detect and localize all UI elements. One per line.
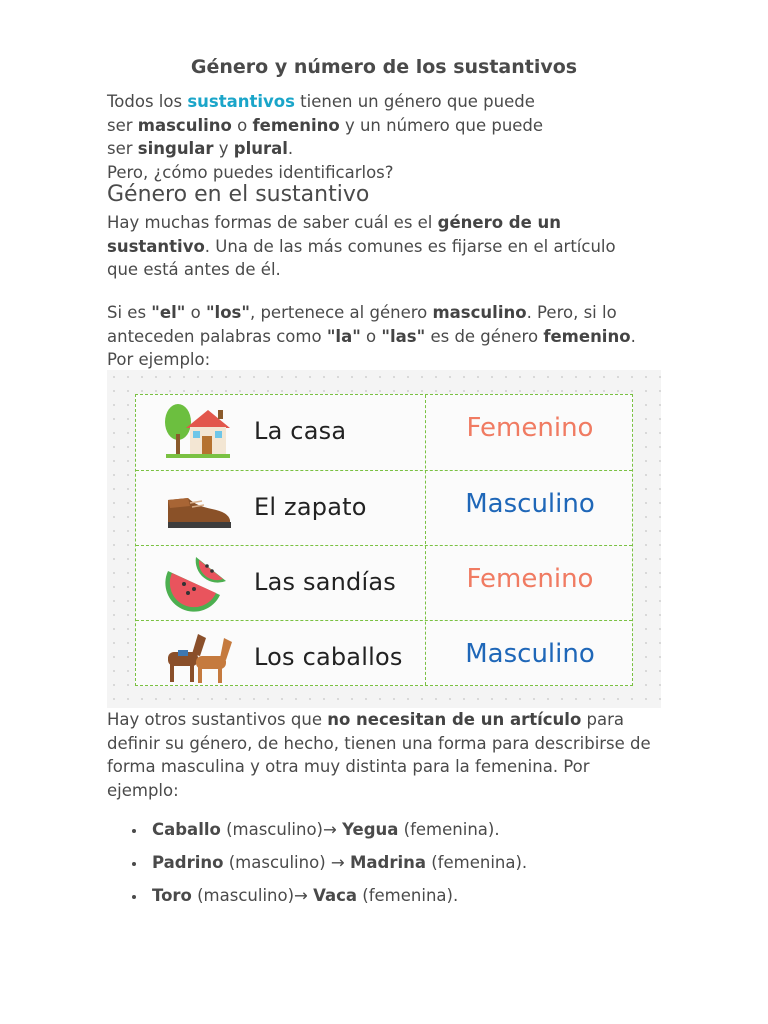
bold-term: "los" [205,303,250,322]
noun-label: El zapato [254,493,367,521]
bold-term: "la" [326,326,361,346]
masculine-tag: (masculino) → [223,853,350,872]
table-row [136,620,632,694]
bold-term: género de un sustantivo [107,213,562,256]
list-item [107,882,527,915]
feminine-tag: (femenina). [426,853,528,872]
after-text: Hay otros sustantivos que [107,710,328,729]
section-paragraph-1 [107,211,627,282]
examples-list [107,816,527,915]
gender-label: Femenino [466,564,594,594]
intro-paragraph [107,90,667,184]
section-text: Hay muchas formas de saber cuál es el [107,213,438,232]
after-text: para definir su género, de hecho, tienen una forma para describirse de forma masculina y otra muy distinta para la femenina. Por ejemplo: [107,710,651,800]
feminine-noun: Madrina [349,853,426,872]
section-text: Si es [107,303,152,322]
noun-label: Las sandías [254,568,396,596]
horses-icon [162,626,234,688]
section-text: . Pero, si lo anteceden palabras como [107,303,617,346]
watermelon-icon [162,551,234,613]
feminine-noun: Vaca [313,886,358,905]
intro-text: tienen un género que puede [294,92,535,111]
list-item [107,849,527,882]
masculine-tag: (masculino)→ [220,820,343,839]
feminine-tag: (femenina). [357,886,459,905]
noun-label: Los caballos [254,643,403,671]
gender-label: Femenino [466,413,594,443]
bold-term: no necesitan de un artículo [327,710,582,729]
section-text: , pertenece al género [249,303,433,322]
after-paragraph [107,708,663,802]
bold-term: singular [137,139,214,158]
sustantivos-link[interactable]: sustantivos [187,92,295,111]
intro-text: ser [107,115,138,135]
bold-term: masculino [432,303,527,322]
section-paragraph-2 [107,301,655,372]
gender-examples-figure [107,370,661,708]
gender-label: Masculino [465,489,595,519]
gender-label: Masculino [465,639,595,669]
table-row [136,395,632,468]
section-text: o [185,303,206,322]
section-text: es de género [425,326,544,346]
masculine-tag: (masculino)→ [191,886,314,905]
section-text: o [360,326,382,346]
intro-text: o [231,115,253,135]
page-title: Género y número de los sustantivos [190,56,578,78]
masculine-noun: Caballo [152,820,221,839]
shoe-icon [162,476,234,538]
bold-term: femenino [252,115,340,135]
masculine-noun: Toro [152,886,192,905]
intro-text: . [287,139,294,158]
masculine-noun: Padrino [152,853,224,872]
section-text: . Una de las más comunes es fijarse en el artículo que está antes de él. [107,236,616,279]
table-row [136,545,632,619]
list-item [107,816,527,849]
intro-question: Pero, ¿cómo puedes identificarlos? [107,162,394,182]
gender-table [135,394,633,686]
bold-term: "el" [151,303,186,322]
section-text: . Por ejemplo: [107,326,636,369]
section-heading: Género en el sustantivo [107,182,370,207]
house-icon [162,400,234,462]
intro-text: ser [107,139,138,158]
bold-term: "las" [381,326,426,346]
intro-text: y [213,139,234,158]
table-row [136,470,632,544]
bold-term: plural [233,139,288,158]
noun-label: La casa [254,417,347,445]
feminine-noun: Yegua [342,820,399,839]
intro-text: Todos los [107,92,188,111]
intro-text: y un número que puede [339,115,544,135]
feminine-tag: (femenina). [398,820,500,839]
bold-term: masculino [137,115,232,135]
bold-term: femenino [543,326,631,346]
